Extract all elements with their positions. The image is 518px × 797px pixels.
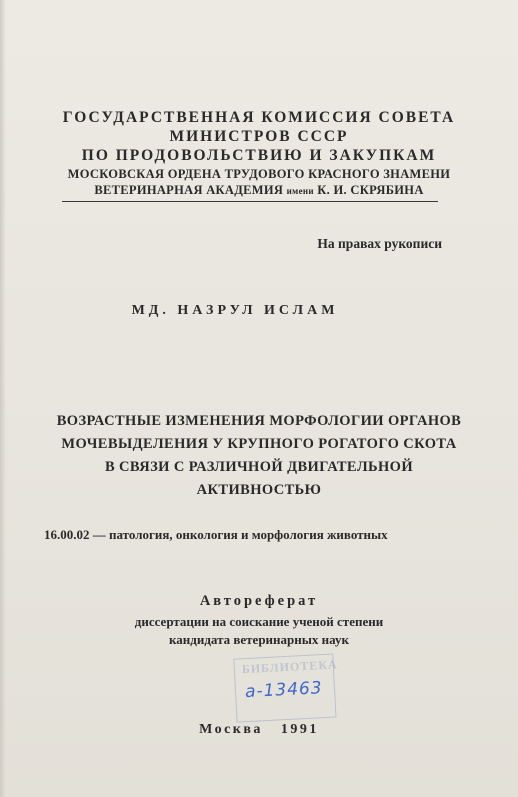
title-line-4: АКТИВНОСТЬЮ bbox=[196, 482, 322, 498]
header-divider bbox=[62, 201, 438, 202]
library-stamp bbox=[233, 653, 338, 726]
title-line-1: ВОЗРАСТНЫЕ ИЗМЕНЕНИЯ МОРФОЛОГИИ ОРГАНОВ bbox=[56, 413, 462, 429]
header-line-2: МИНИСТРОВ СССР bbox=[169, 128, 349, 145]
stamp-inventory-number: а-13463 bbox=[244, 678, 324, 703]
stamp-label: БИБЛИОТЕКА bbox=[241, 657, 338, 677]
abstract-line-1: диссертации на соискание ученой степени bbox=[134, 614, 384, 629]
specialty-code: 16.00.02 — патология, онкология и морфология животных bbox=[44, 527, 388, 542]
academy-namesake: К. И. СКРЯБИНА bbox=[317, 183, 424, 197]
city-year: Москва 1991 bbox=[199, 722, 319, 737]
author-name: МД. НАЗРУЛ ИСЛАМ bbox=[131, 303, 339, 318]
dissertation-title bbox=[0, 410, 518, 502]
title-line-3: В СВЯЗИ С РАЗЛИЧНОЙ ДВИГАТЕЛЬНОЙ bbox=[104, 459, 414, 475]
header-line-4: МОСКОВСКАЯ ОРДЕНА ТРУДОВОГО КРАСНОГО ЗНАМЕНИ bbox=[67, 167, 451, 181]
imeni-word: имени bbox=[286, 186, 314, 196]
abstract-description bbox=[0, 613, 518, 649]
header-line-1: ГОСУДАРСТВЕННАЯ КОМИССИЯ СОВЕТА bbox=[62, 109, 456, 126]
academy-name: ВЕТЕРИНАРНАЯ АКАДЕМИЯ bbox=[94, 183, 284, 197]
header-line-5 bbox=[0, 182, 518, 200]
title-line-2: МОЧЕВЫДЕЛЕНИЯ У КРУПНОГО РОГАТОГО СКОТА bbox=[61, 436, 457, 452]
abstract-line-2: кандидата ветеринарных наук bbox=[169, 632, 349, 647]
abstract-heading: Автореферат bbox=[199, 593, 319, 609]
header-line-3: ПО ПРОДОВОЛЬСТВИЮ И ЗАКУПКАМ bbox=[81, 147, 437, 164]
manuscript-note: На правах рукописи bbox=[317, 236, 442, 251]
